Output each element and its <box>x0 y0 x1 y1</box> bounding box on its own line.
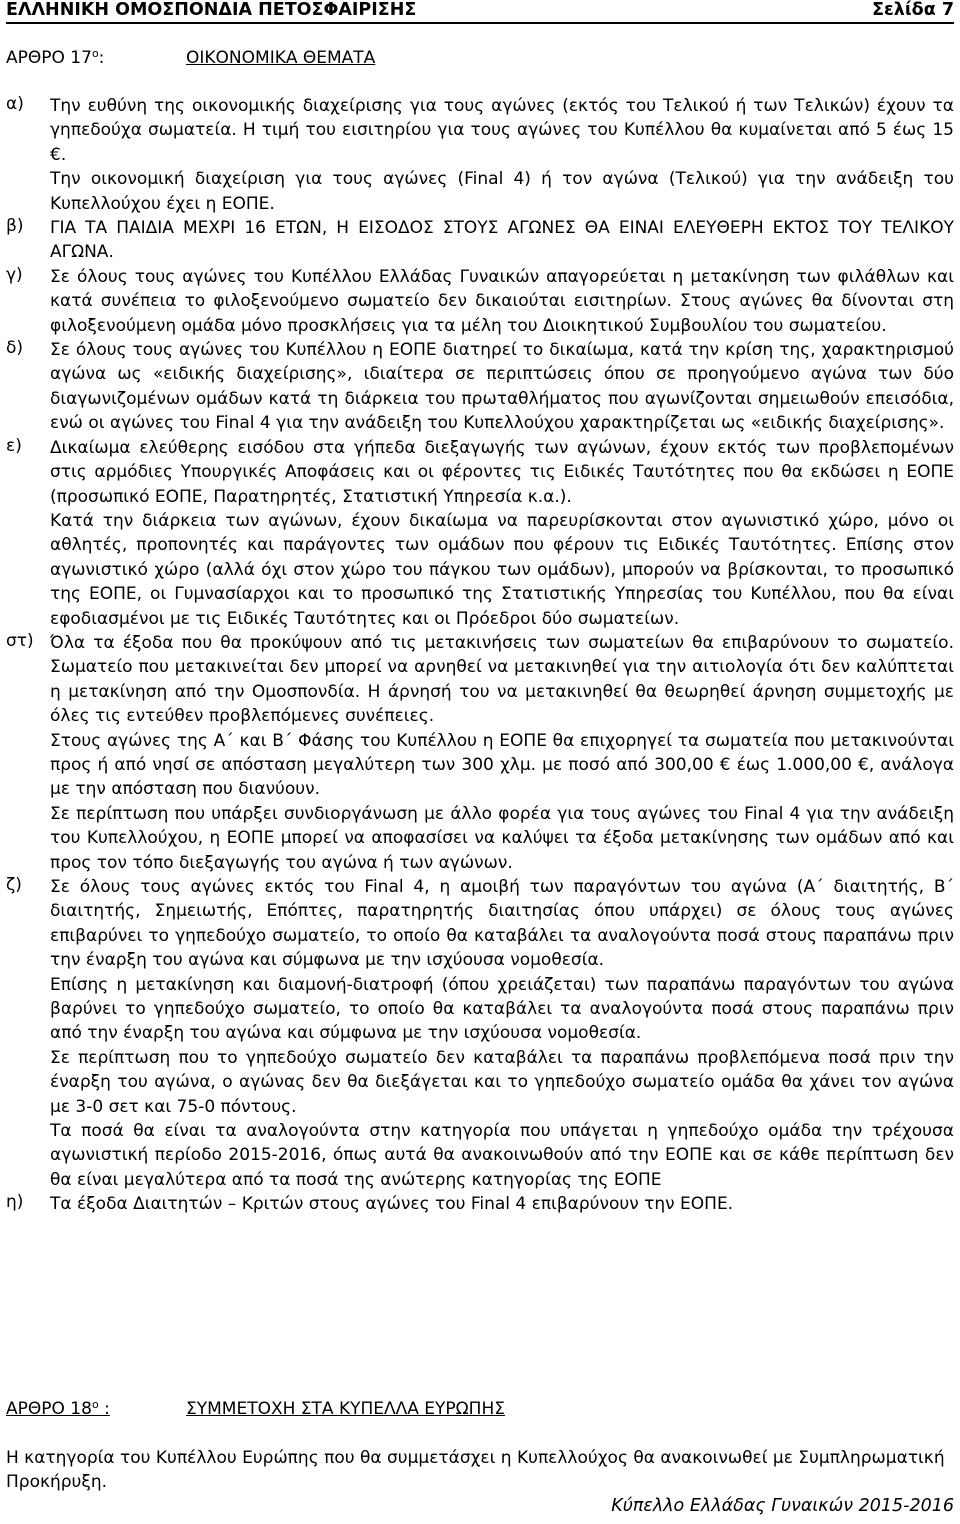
list-item <box>6 1192 954 1216</box>
item-label: β) <box>6 216 24 237</box>
item-paragraph: Την οικονομική διαχείριση για τους αγώνες (Final 4) ή τον αγώνα (Τελικού) για την ανάδειξη του Κυπελλούχου έχει η ΕΟΠΕ. <box>50 169 954 214</box>
article-17-number: ΑΡΘΡΟ $17^o$: <box>6 47 105 68</box>
article-18-heading <box>6 1398 505 1419</box>
item-paragraph: Σε περίπτωση που το γηπεδούχο σωματείο δεν καταβάλει τα παραπάνω προβλεπόμενα ποσά πριν την έναρξη του αγώνα, ο αγώνας δεν θα διεξάγεται και το γηπεδούχο σωματείο ομάδα θα χάνει τον αγώνα με 3-0 σετ και 75-0 πόντους. <box>50 1047 954 1117</box>
item-label: α) <box>6 94 24 114</box>
article-18-title: ΣΥΜΜΕΤΟΧΗ ΣΤΑ ΚΥΠΕΛΛΑ ΕΥΡΩΠΗΣ <box>186 1399 505 1419</box>
article-18-number: ΑΡΘΡΟ $18^o$ : <box>6 1398 110 1419</box>
item-paragraph: Δικαίωμα ελεύθερης εισόδου στα γήπεδα διεξαγωγής των αγώνων, έχουν εκτός των προβλεπομένων στις αρμόδιες Υπουργικές Αποφάσεις και οι φέροντες τις Ειδικές Ταυτότητες που θα εκδώσει η ΕΟΠΕ (προσωπικό ΕΟΠΕ, Παρατηρητές, Στατιστική Υπηρεσία κ.α.). <box>50 437 954 507</box>
list-item <box>6 436 954 631</box>
item-label: η) <box>6 1192 24 1213</box>
list-item <box>6 216 954 265</box>
list-item <box>6 338 954 436</box>
item-paragraph: Κατά την διάρκεια των αγώνων, έχουν δικαίωμα να παρευρίσκονται στον αγωνιστικό χώρο, μόνο οι αθλητές, προπονητές και παράγοντες των ομάδων που φέρουν τις Ειδικές Ταυτότητες. Επίσης στον αγωνιστικό χώρο (αλλά όχι στον χώρο του πάγκου των ομάδων), μπορούν να βρίσκονται, το προσωπικό της ΕΟΠΕ, οι Γυμνασίαρχοι και το προσωπικό της Στατιστικής Υπηρεσίας του Κυπέλλου, που θα είναι εφοδιασμένοι με τις Ειδικές Ταυτότητες και οι Πρόεδροι δύο σωματείων. <box>50 510 954 629</box>
organization-name: ΕΛΛΗΝΙΚΗ ΟΜΟΣΠΟΝΔΙΑ ΠΕΤΟΣΦΑΙΡΙΣΗΣ <box>6 0 417 20</box>
item-paragraph: ΓΙΑ ΤΑ ΠΑΙΔΙΑ ΜΕΧΡΙ 16 ΕΤΩΝ, Η ΕΙΣΟΔΟΣ ΣΤΟΥΣ ΑΓΩΝΕΣ ΘΑ ΕΙΝΑΙ ΕΛΕΥΘΕΡΗ ΕΚΤΟΣ ΤΟΥ ΤΕΛΙΚΟΥ ΑΓΩΝΑ. <box>50 218 954 263</box>
article-17-items <box>6 94 954 1217</box>
item-label: γ) <box>6 264 23 285</box>
page-number: Σελίδα 7 <box>872 0 954 20</box>
item-paragraph: Σε όλους τους αγώνες του Κυπέλλου η ΕΟΠΕ διατηρεί το δικαίωμα, κατά την κρίση της, χαρακτηρισμού αγώνα ως «ειδικής διαχείρισης», ιδιαίτερα σε περιπτώσεις όπου σε προηγούμενο αγώνα των δύο διαγωνιζομένων ομάδων κατά τη διάρκεια του πρωταθλήματος που αγωνίζονται σημειωθούν επεισόδια, ενώ οι αγώνες του Final 4 για την ανάδειξη του Κυπελλούχου χαρακτηρίζεται ως «ειδικής διαχείρισης». <box>50 340 954 434</box>
page-header <box>6 0 954 24</box>
article-17-heading <box>6 47 375 68</box>
article-17-title: ΟΙΚΟΝΟΜΙΚΑ ΘΕΜΑΤΑ <box>186 48 376 68</box>
item-label: ε) <box>6 435 22 456</box>
article-18-text: Η κατηγορία του Κυπέλλου Ευρώπης που θα συμμετάσχει η Κυπελλούχος θα ανακοινωθεί με Συμπληρωματική Προκήρυξη. <box>6 1448 945 1493</box>
list-item <box>6 631 954 875</box>
item-label: ζ) <box>6 875 22 895</box>
list-item <box>6 265 954 338</box>
page-footer: Κύπελλο Ελλάδας Γυναικών 2015-2016 <box>611 1496 954 1516</box>
item-paragraph: Σε όλους τους αγώνες εκτός του Final 4, η αμοιβή των παραγόντων του αγώνα (Α΄ διαιτητής, Β΄ διαιτητής, Σημειωτής, Επόπτες, παρατηρητής διαιτησίας όπου υπάρχει) σε όλους τους αγώνες επιβαρύνει το γηπεδούχο σωματείο, το οποίο θα καταβάλει τα αναλογούντα ποσά στους παραπάνω πριν την έναρξη του αγώνα και σύμφωνα με την ισχύουσα νομοθεσία. <box>50 877 954 971</box>
item-paragraph: Επίσης η μετακίνηση και διαμονή-διατροφή (όπου χρειάζεται) των παραπάνω παραγόντων του αγώνα βαρύνει το γηπεδούχο σωματείο, το οποίο θα καταβάλει τα αναλογούντα ποσά στους παραπάνω πριν από την έναρξη του αγώνα και σύμφωνα με την ισχύουσα νομοθεσία. <box>50 974 954 1044</box>
item-label: στ) <box>6 630 34 651</box>
item-paragraph: Την ευθύνη της οικονομικής διαχείρισης για τους αγώνες (εκτός του Τελικού ή των Τελικών) έχουν τα γηπεδούχα σωματεία. Η τιμή του εισιτηρίου για τους αγώνες του Κυπέλλου θα κυμαίνεται από 5 έως 15 €. <box>50 96 954 165</box>
item-paragraph: Τα έξοδα Διαιτητών – Κριτών στους αγώνες του Final 4 επιβαρύνουν την ΕΟΠΕ. <box>50 1194 734 1215</box>
item-paragraph: Τα ποσά θα είναι τα αναλογούντα στην κατηγορία που υπάγεται η γηπεδούχο ομάδα την τρέχουσα αγωνιστική περίοδο 2015-2016, όπως αυτά θα ανακοινωθούν από την ΕΟΠΕ και σε κάθε περίπτωση δεν θα είναι μεγαλύτερα από τα ποσά της ανώτερης κατηγορίας της ΕΟΠΕ <box>50 1121 954 1190</box>
item-paragraph: Σε όλους τους αγώνες του Κυπέλλου Ελλάδας Γυναικών απαγορεύεται η μετακίνηση των φιλάθλων και κατά συνέπεια το φιλοξενούμενο σωματείο δεν δικαιούται εισιτηρίων. Στους αγώνες θα δίνονται στη φιλοξενούμενη ομάδα μόνο προσκλήσεις για τα μέλη του Διοικητικού Συμβουλίου του σωματείου. <box>50 266 954 336</box>
item-paragraph: Σε περίπτωση που υπάρξει συνδιοργάνωση με άλλο φορέα για τους αγώνες του Final 4 για την ανάδειξη του Κυπελλούχου, η ΕΟΠΕ μπορεί να αποφασίσει να καλύψει τα έξοδα μετακίνησης των ομάδων από και προς τον τόπο διεξαγωγής του αγώνα ή των αγώνων. <box>50 803 954 873</box>
list-item <box>6 875 954 1192</box>
item-paragraph: Στους αγώνες της Α΄ και Β΄ Φάσης του Κυπέλλου η ΕΟΠΕ θα επιχορηγεί τα σωματεία που μετακινούνται προς ή από νησί σε απόσταση μεγαλύτερη των 300 χλμ. με ποσό από 300,00 € έως 1.000,00 €, ανάλογα με την απόσταση που διανύουν. <box>50 730 954 800</box>
item-paragraph: Όλα τα έξοδα που θα προκύψουν από τις μετακινήσεις των σωματείων θα επιβαρύνουν το σωματείο. Σωματείο που μετακινείται δεν μπορεί να αρνηθεί να μετακινηθεί για την αιτιολογία ότι δεν καλύπτεται η μετακίνηση από την Ομοσπονδία. Η άρνησή του να μετακινηθεί θα θεωρηθεί άρνηση συμμετοχής με όλες τις εντεύθεν προβλεπόμενες συνέπειες. <box>50 632 954 727</box>
item-label: δ) <box>6 338 24 359</box>
list-item <box>6 94 954 216</box>
